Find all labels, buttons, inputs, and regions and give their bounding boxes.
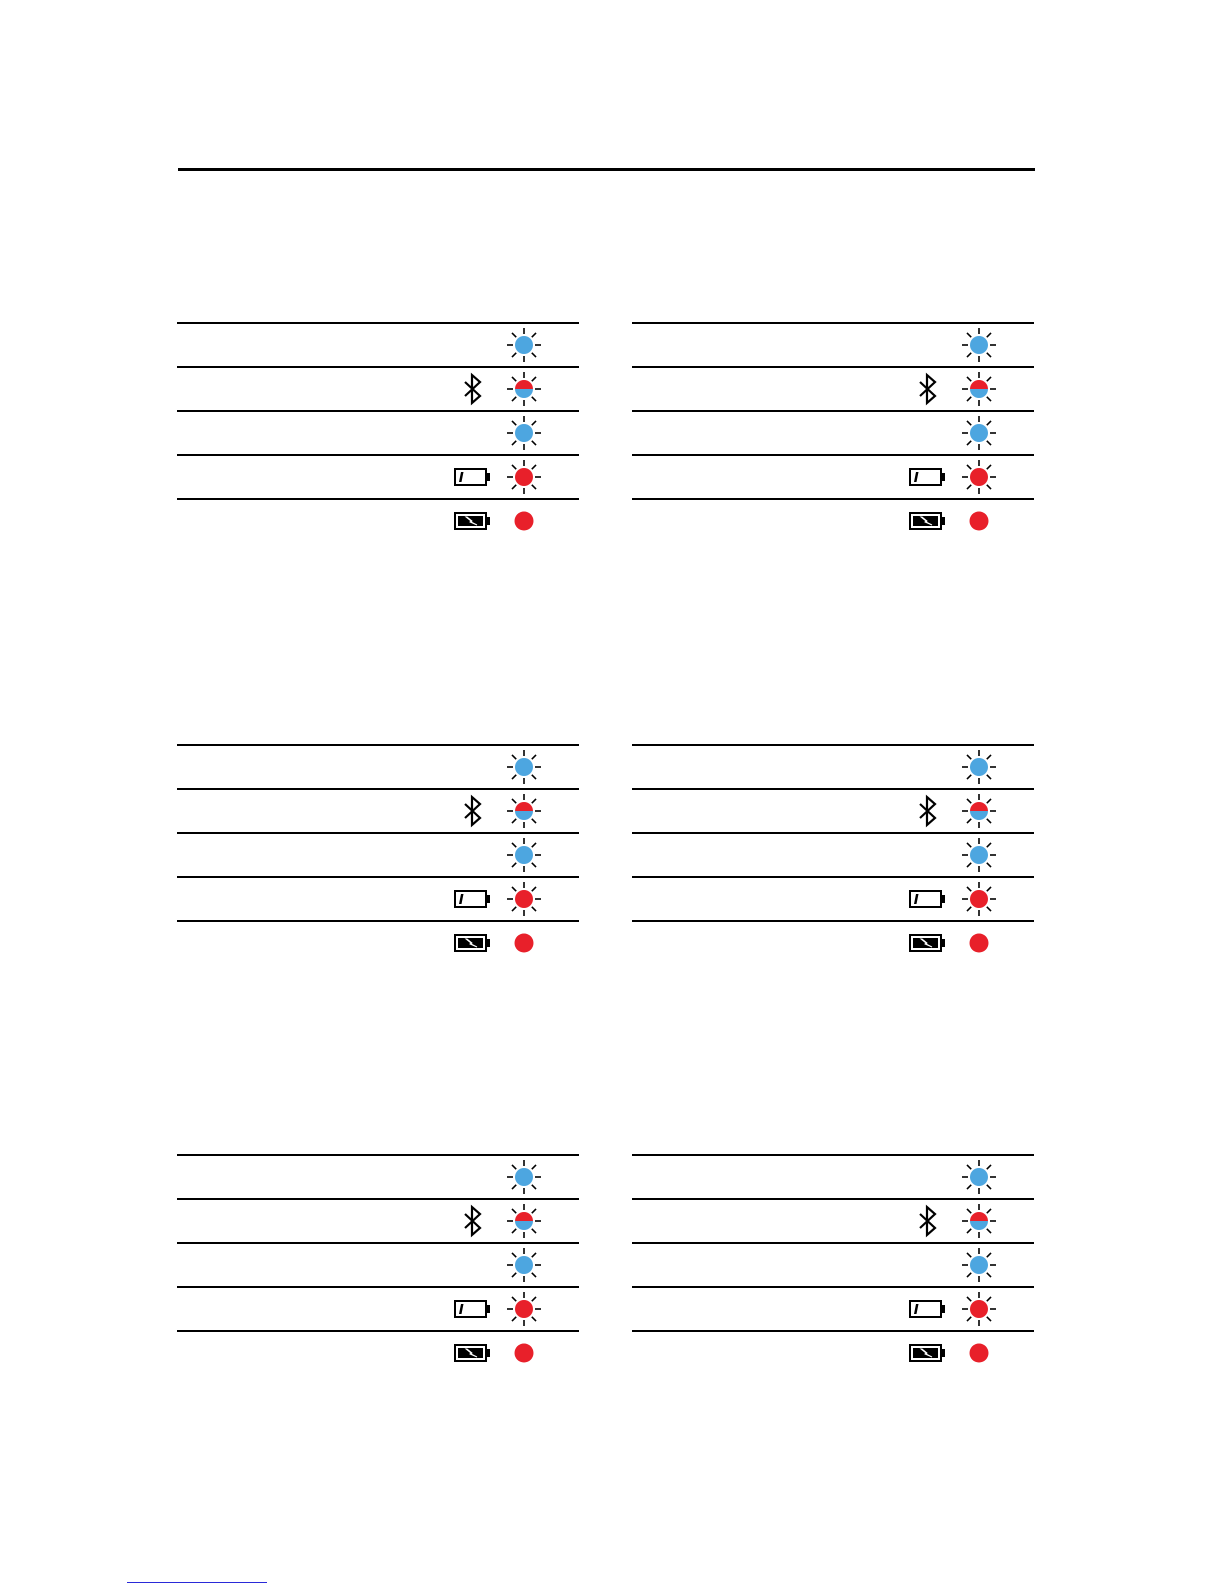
led-ray <box>532 843 536 847</box>
battery-low-icon <box>908 456 948 498</box>
led-ray <box>987 353 991 357</box>
battery-tip <box>941 1349 945 1357</box>
battery-tip <box>486 1305 490 1313</box>
led-dot <box>515 1256 533 1274</box>
led-ray <box>532 1297 536 1301</box>
led-ray <box>987 1209 991 1213</box>
status-row <box>632 1242 1034 1286</box>
led-red-steady-icon <box>959 922 999 964</box>
led-dot <box>515 336 533 354</box>
led-ray <box>512 421 516 425</box>
led-ray <box>987 799 991 803</box>
led-half-red <box>515 380 533 389</box>
status-row <box>632 454 1034 498</box>
status-panel <box>632 744 1034 964</box>
led-dot <box>515 512 534 531</box>
status-panel <box>177 1154 579 1374</box>
led-ray <box>532 907 536 911</box>
led-ray <box>512 843 516 847</box>
led-ray <box>512 1209 516 1213</box>
status-row <box>177 1286 579 1330</box>
battery-tip <box>486 517 490 525</box>
led-ray <box>512 755 516 759</box>
led-ray <box>532 333 536 337</box>
led-ray <box>987 1317 991 1321</box>
status-row <box>177 744 579 788</box>
battery-tip <box>486 939 490 947</box>
led-ray <box>967 1297 971 1301</box>
led-half-blue <box>515 389 533 398</box>
led-dot <box>970 336 988 354</box>
led-dot <box>970 758 988 776</box>
led-ray <box>967 441 971 445</box>
led-ray <box>967 1273 971 1277</box>
led-half-blue <box>515 811 533 820</box>
led-ray <box>532 397 536 401</box>
led-ray <box>512 863 516 867</box>
led-dot <box>970 468 988 486</box>
led-ray <box>987 1273 991 1277</box>
led-ray <box>987 863 991 867</box>
battery-charging-icon <box>908 1332 948 1374</box>
led-ray <box>987 1185 991 1189</box>
battery-tip <box>486 473 490 481</box>
battery-tip <box>486 895 490 903</box>
status-row <box>177 920 579 964</box>
led-ray <box>532 863 536 867</box>
led-ray <box>967 863 971 867</box>
led-ray <box>967 421 971 425</box>
led-ray <box>532 377 536 381</box>
bluetooth-glyph <box>920 375 935 403</box>
led-red-steady-icon <box>504 500 544 542</box>
led-ray <box>987 1229 991 1233</box>
led-dot <box>970 846 988 864</box>
led-ray <box>512 1273 516 1277</box>
led-ray <box>532 353 536 357</box>
status-row <box>177 498 579 542</box>
battery-tip <box>941 895 945 903</box>
bluetooth-glyph <box>920 1207 935 1235</box>
led-ray <box>987 843 991 847</box>
battery-tip <box>941 517 945 525</box>
status-row <box>632 410 1034 454</box>
bluetooth-icon <box>453 790 493 832</box>
led-red-blue-flashing-icon <box>959 790 999 832</box>
led-ray <box>532 799 536 803</box>
battery-body <box>910 891 941 907</box>
battery-level <box>459 472 464 482</box>
led-red-blue-flashing-icon <box>504 790 544 832</box>
led-dot <box>970 1256 988 1274</box>
led-ray <box>987 1253 991 1257</box>
status-panel <box>632 1154 1034 1374</box>
led-ray <box>512 775 516 779</box>
battery-low-icon <box>453 878 493 920</box>
status-row <box>632 788 1034 832</box>
led-ray <box>532 1253 536 1257</box>
status-row <box>177 1198 579 1242</box>
led-ray <box>987 755 991 759</box>
led-ray <box>967 887 971 891</box>
bluetooth-icon <box>453 368 493 410</box>
led-dot <box>515 1344 534 1363</box>
led-blue-flashing-icon <box>504 834 544 876</box>
led-ray <box>967 843 971 847</box>
status-row <box>177 322 579 366</box>
battery-charging-icon <box>453 1332 493 1374</box>
status-row <box>632 1198 1034 1242</box>
status-row <box>632 322 1034 366</box>
bluetooth-glyph <box>465 1207 480 1235</box>
status-row <box>632 366 1034 410</box>
bluetooth-glyph <box>465 797 480 825</box>
led-ray <box>987 887 991 891</box>
led-blue-flashing-icon <box>959 324 999 366</box>
led-blue-flashing-icon <box>504 746 544 788</box>
led-ray <box>967 397 971 401</box>
led-ray <box>512 465 516 469</box>
led-ray <box>532 1317 536 1321</box>
led-ray <box>532 485 536 489</box>
led-dot <box>970 424 988 442</box>
battery-body <box>455 469 486 485</box>
battery-charging-icon <box>453 922 493 964</box>
led-half-red <box>970 802 988 811</box>
led-ray <box>512 1253 516 1257</box>
status-row <box>632 920 1034 964</box>
status-panel <box>177 322 579 542</box>
led-red-steady-icon <box>504 922 544 964</box>
battery-low-icon <box>453 456 493 498</box>
status-row <box>177 832 579 876</box>
status-row <box>177 454 579 498</box>
led-ray <box>967 353 971 357</box>
led-ray <box>532 819 536 823</box>
led-ray <box>987 485 991 489</box>
led-dot <box>970 890 988 908</box>
bluetooth-icon <box>908 368 948 410</box>
status-row <box>177 366 579 410</box>
bluetooth-glyph <box>465 375 480 403</box>
led-dot <box>970 512 989 531</box>
led-ray <box>512 887 516 891</box>
led-ray <box>512 819 516 823</box>
battery-body <box>455 1301 486 1317</box>
led-ray <box>512 1165 516 1169</box>
status-row <box>177 1242 579 1286</box>
led-ray <box>512 333 516 337</box>
led-blue-flashing-icon <box>959 412 999 454</box>
led-ray <box>532 421 536 425</box>
led-red-blue-flashing-icon <box>959 1200 999 1242</box>
battery-body <box>455 891 486 907</box>
led-half-red <box>970 380 988 389</box>
status-panel <box>632 322 1034 542</box>
status-row <box>632 498 1034 542</box>
led-ray <box>512 1317 516 1321</box>
led-ray <box>512 1229 516 1233</box>
status-row <box>632 876 1034 920</box>
led-ray <box>987 1297 991 1301</box>
led-red-flashing-icon <box>959 1288 999 1330</box>
led-ray <box>512 377 516 381</box>
led-ray <box>987 1165 991 1169</box>
led-ray <box>512 1185 516 1189</box>
battery-charging-icon <box>908 922 948 964</box>
battery-low-icon <box>908 878 948 920</box>
led-dot <box>515 1300 533 1318</box>
led-dot <box>515 1168 533 1186</box>
led-blue-flashing-icon <box>504 1244 544 1286</box>
battery-level <box>914 894 919 904</box>
status-row <box>632 1154 1034 1198</box>
led-ray <box>987 441 991 445</box>
led-blue-flashing-icon <box>504 412 544 454</box>
battery-level <box>914 1304 919 1314</box>
led-dot <box>515 468 533 486</box>
led-ray <box>967 1253 971 1257</box>
led-ray <box>512 485 516 489</box>
bluetooth-icon <box>908 1200 948 1242</box>
led-ray <box>532 755 536 759</box>
led-half-blue <box>970 1221 988 1230</box>
led-ray <box>512 907 516 911</box>
battery-tip <box>941 1305 945 1313</box>
led-ray <box>967 755 971 759</box>
led-red-blue-flashing-icon <box>959 368 999 410</box>
led-red-flashing-icon <box>959 878 999 920</box>
led-ray <box>967 333 971 337</box>
led-ray <box>532 1209 536 1213</box>
battery-level <box>459 1304 464 1314</box>
led-red-blue-flashing-icon <box>504 368 544 410</box>
bluetooth-icon <box>908 790 948 832</box>
battery-charging-icon <box>908 500 948 542</box>
led-dot <box>515 758 533 776</box>
led-ray <box>532 465 536 469</box>
led-ray <box>532 887 536 891</box>
led-dot <box>970 1300 988 1318</box>
battery-body <box>910 1301 941 1317</box>
led-ray <box>512 397 516 401</box>
led-blue-flashing-icon <box>959 834 999 876</box>
led-ray <box>987 421 991 425</box>
status-row <box>177 876 579 920</box>
led-ray <box>532 441 536 445</box>
led-half-red <box>970 1212 988 1221</box>
led-dot <box>515 424 533 442</box>
footer-link-underline <box>127 1582 267 1583</box>
battery-low-icon <box>453 1288 493 1330</box>
led-half-blue <box>515 1221 533 1230</box>
status-row <box>177 1154 579 1198</box>
led-ray <box>532 1165 536 1169</box>
led-ray <box>532 775 536 779</box>
battery-level <box>914 472 919 482</box>
led-ray <box>967 907 971 911</box>
led-ray <box>967 1165 971 1169</box>
top-rule <box>178 168 1035 171</box>
led-ray <box>532 1229 536 1233</box>
led-blue-flashing-icon <box>504 1156 544 1198</box>
status-row <box>632 1330 1034 1374</box>
led-ray <box>967 775 971 779</box>
led-dot <box>970 1168 988 1186</box>
battery-low-icon <box>908 1288 948 1330</box>
led-ray <box>532 1273 536 1277</box>
led-ray <box>967 1185 971 1189</box>
status-row <box>632 744 1034 788</box>
led-red-flashing-icon <box>504 1288 544 1330</box>
status-row <box>177 410 579 454</box>
led-half-blue <box>970 389 988 398</box>
bluetooth-glyph <box>920 797 935 825</box>
battery-charging-icon <box>453 500 493 542</box>
led-ray <box>967 465 971 469</box>
led-blue-flashing-icon <box>959 746 999 788</box>
led-ray <box>967 1209 971 1213</box>
status-row <box>632 832 1034 876</box>
led-dot <box>515 934 534 953</box>
led-blue-flashing-icon <box>959 1156 999 1198</box>
led-ray <box>987 465 991 469</box>
bluetooth-icon <box>453 1200 493 1242</box>
led-ray <box>987 907 991 911</box>
led-dot <box>970 1344 989 1363</box>
battery-level <box>459 894 464 904</box>
status-row <box>177 788 579 832</box>
led-blue-flashing-icon <box>504 324 544 366</box>
led-red-flashing-icon <box>504 456 544 498</box>
led-dot <box>515 890 533 908</box>
status-panel <box>177 744 579 964</box>
battery-tip <box>941 939 945 947</box>
led-blue-flashing-icon <box>959 1244 999 1286</box>
led-ray <box>987 819 991 823</box>
led-red-flashing-icon <box>959 456 999 498</box>
led-ray <box>967 799 971 803</box>
led-red-steady-icon <box>504 1332 544 1374</box>
status-row <box>177 1330 579 1374</box>
led-half-red <box>515 802 533 811</box>
led-ray <box>967 377 971 381</box>
led-red-steady-icon <box>959 1332 999 1374</box>
led-dot <box>515 846 533 864</box>
led-dot <box>970 934 989 953</box>
led-red-flashing-icon <box>504 878 544 920</box>
battery-tip <box>941 473 945 481</box>
led-ray <box>967 485 971 489</box>
status-row <box>632 1286 1034 1330</box>
led-ray <box>532 1185 536 1189</box>
led-ray <box>987 397 991 401</box>
led-half-red <box>515 1212 533 1221</box>
battery-body <box>910 469 941 485</box>
led-ray <box>987 333 991 337</box>
led-red-blue-flashing-icon <box>504 1200 544 1242</box>
led-ray <box>987 377 991 381</box>
led-red-steady-icon <box>959 500 999 542</box>
led-ray <box>512 1297 516 1301</box>
led-ray <box>512 441 516 445</box>
led-ray <box>967 1229 971 1233</box>
led-ray <box>512 799 516 803</box>
led-ray <box>967 1317 971 1321</box>
led-ray <box>967 819 971 823</box>
led-ray <box>987 775 991 779</box>
battery-tip <box>486 1349 490 1357</box>
led-half-blue <box>970 811 988 820</box>
led-ray <box>512 353 516 357</box>
